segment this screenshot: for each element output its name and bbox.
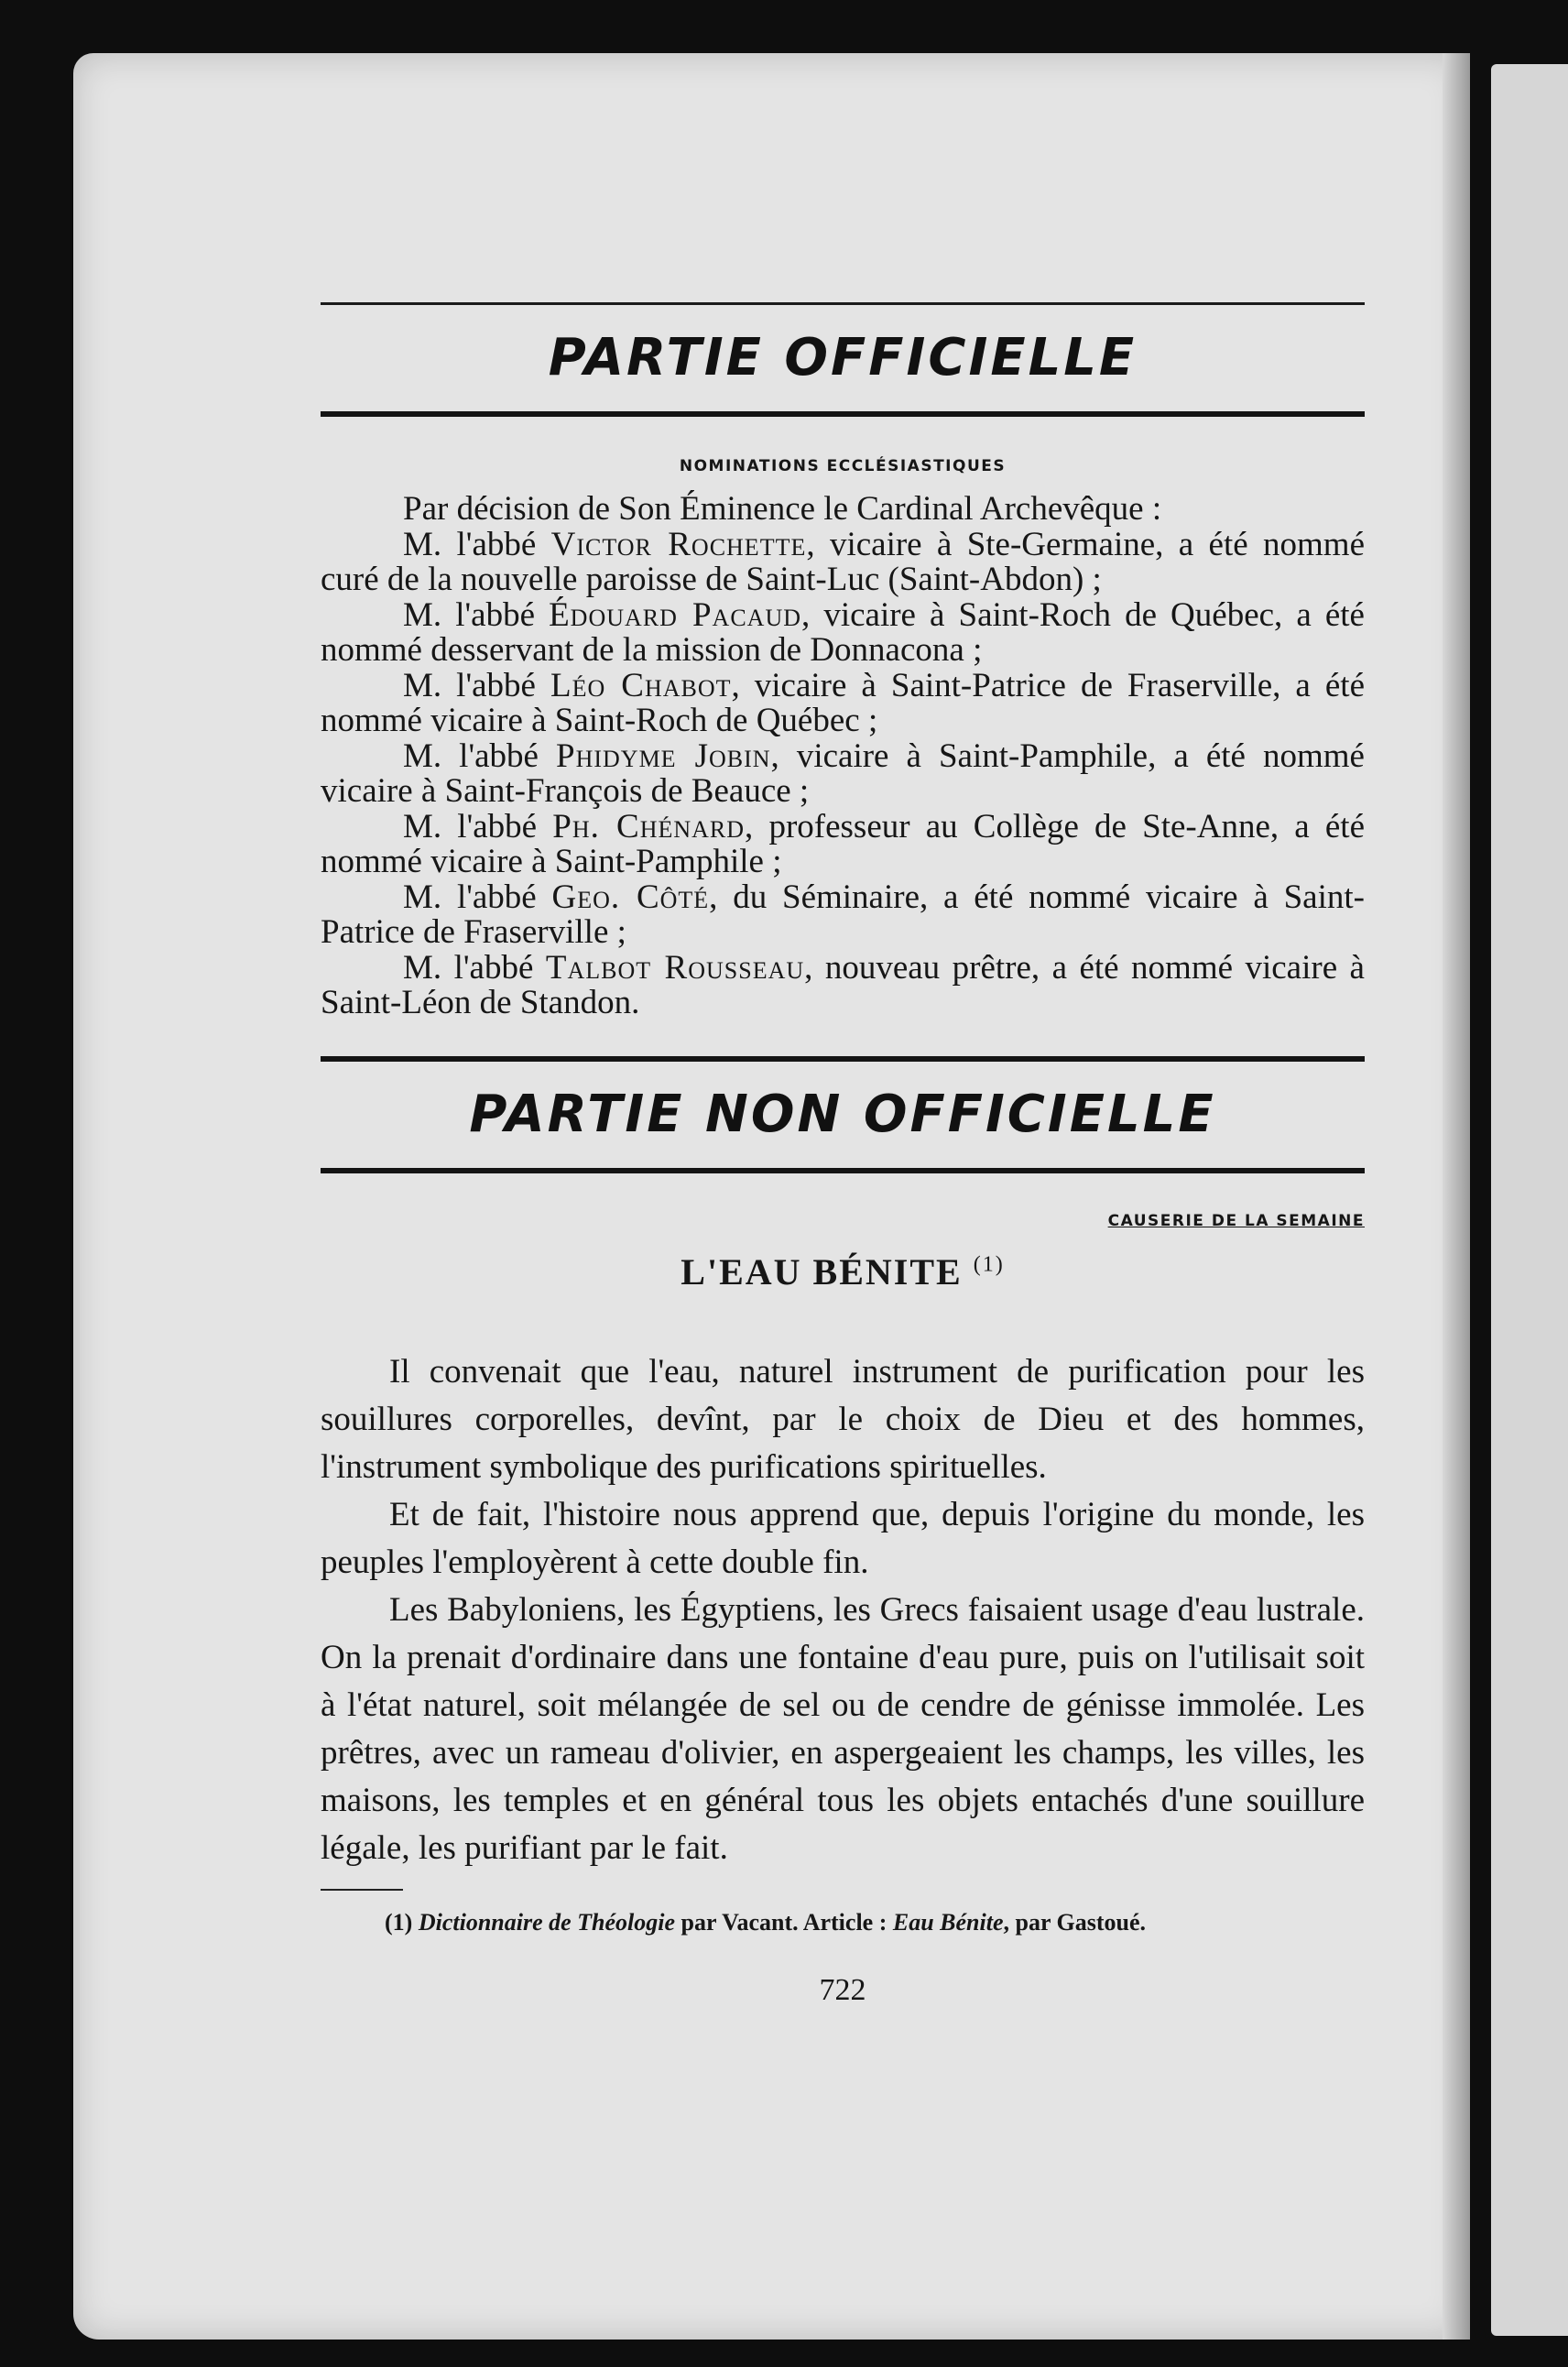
- nomination-prefix: M. l'abbé: [403, 736, 556, 775]
- nomination-prefix: M. l'abbé: [403, 666, 550, 704]
- nominee-name: Victor Rochette: [550, 525, 807, 563]
- nominee-name: Léo Chabot: [550, 666, 732, 704]
- official-part-title: PARTIE OFFICIELLE: [548, 328, 1138, 387]
- page-number: 722: [819, 1972, 866, 2007]
- nomination-text: , du Séminaire, a été nommé vicaire à Saint-Patrice de Fraserville ;: [321, 878, 1365, 951]
- nominee-name: Talbot Rousseau: [545, 948, 805, 987]
- section-label: CAUSERIE DE LA SEMAINE: [1107, 1211, 1365, 1230]
- footnote-title: Dictionnaire de Théologie: [418, 1908, 676, 1936]
- footnote-article: Eau Bénite: [892, 1908, 1004, 1936]
- article-paragraph-2: Et de fait, l'histoire nous apprend que, depuis l'origine du monde, les peuples l'employèrent à cette double fin.: [321, 1495, 1365, 1581]
- nominations-list: [321, 525, 1365, 1021]
- nominations-intro: Par décision de Son Éminence le Cardinal Archevêque :: [403, 490, 1162, 528]
- nominations-heading: NOMINATIONS ECCLÉSIASTIQUES: [679, 457, 1007, 475]
- nomination-entry: [321, 525, 1365, 598]
- spine-shadow: [1443, 53, 1470, 2340]
- nomination-entry: [321, 736, 1365, 810]
- nomination-entry: [321, 948, 1365, 1021]
- nomination-entry: [321, 807, 1365, 880]
- nomination-text: , vicaire à Ste-Germaine, a été nommé curé de la nouvelle paroisse de Saint-Luc (Saint-Abdon) ;: [321, 525, 1365, 598]
- adjacent-page-edge: [1491, 64, 1568, 2336]
- official-title-rule: [321, 411, 1365, 417]
- nominee-name: Édouard Pacaud: [549, 595, 801, 634]
- nominee-name: Phidyme Jobin: [556, 736, 771, 775]
- non-official-top-rule: [321, 1056, 1365, 1062]
- nomination-prefix: M. l'abbé: [403, 807, 553, 845]
- top-rule: [321, 302, 1365, 305]
- footnote-number: (1): [385, 1908, 413, 1936]
- nomination-entry: [321, 595, 1365, 669]
- article-paragraph-3: Les Babyloniens, les Égyptiens, les Grecs faisaient usage d'eau lustrale. On la prenait d'ordinaire dans une fontaine d'eau pure, puis on l'utilisait soit à l'état naturel, soit mélangée de sel ou de cendre de génisse immolée. Les prêtres, avec un rameau d'olivier, en aspergeaient les champs, les villes, les maisons, les temples et en général tous les objets entachés d'une souillure légale, les purifiant par le fait.: [321, 1590, 1365, 1867]
- nomination-prefix: M. l'abbé: [403, 948, 546, 987]
- non-official-title-rule: [321, 1168, 1365, 1173]
- article-title-text: L'EAU BÉNITE: [681, 1250, 963, 1293]
- nominee-name: Geo. Côté: [551, 878, 710, 916]
- nomination-text: , vicaire à Saint-Roch de Québec, a été nommé desservant de la mission de Donnacona ;: [321, 595, 1365, 669]
- footnote: [321, 1907, 1365, 1938]
- nomination-text: , professeur au Collège de Ste-Anne, a été nommé vicaire à Saint-Pamphile ;: [321, 807, 1365, 880]
- footnote-mark: (1): [973, 1252, 1005, 1277]
- nomination-text: , vicaire à Saint-Patrice de Fraserville, a été nommé vicaire à Saint-Roch de Québec ;: [321, 666, 1365, 739]
- footnote-rule: [321, 1889, 403, 1891]
- nomination-prefix: M. l'abbé: [403, 878, 552, 916]
- page-content: [321, 302, 1365, 2008]
- nomination-text: , vicaire à Saint-Pamphile, a été nommé vicaire à Saint-François de Beauce ;: [321, 736, 1365, 810]
- article-title: [321, 1250, 1365, 1293]
- nomination-entry: [321, 666, 1365, 739]
- footnote-middle: par Vacant. Article :: [675, 1908, 893, 1936]
- footnote-end: , par Gastoué.: [1003, 1908, 1147, 1936]
- nomination-prefix: M. l'abbé: [403, 525, 551, 563]
- article-paragraph-1: Il convenait que l'eau, naturel instrument de purification pour les souillures corporelles, devînt, par le choix de Dieu et des hommes, l'instrument symbolique des purifications spirituelles.: [321, 1352, 1365, 1486]
- non-official-part-title: PARTIE NON OFFICIELLE: [469, 1084, 1216, 1144]
- nomination-text: , nouveau prêtre, a été nommé vicaire à Saint-Léon de Standon.: [321, 948, 1365, 1021]
- nomination-prefix: M. l'abbé: [403, 595, 550, 634]
- nominee-name: Ph. Chénard: [552, 807, 746, 845]
- nomination-entry: [321, 880, 1365, 951]
